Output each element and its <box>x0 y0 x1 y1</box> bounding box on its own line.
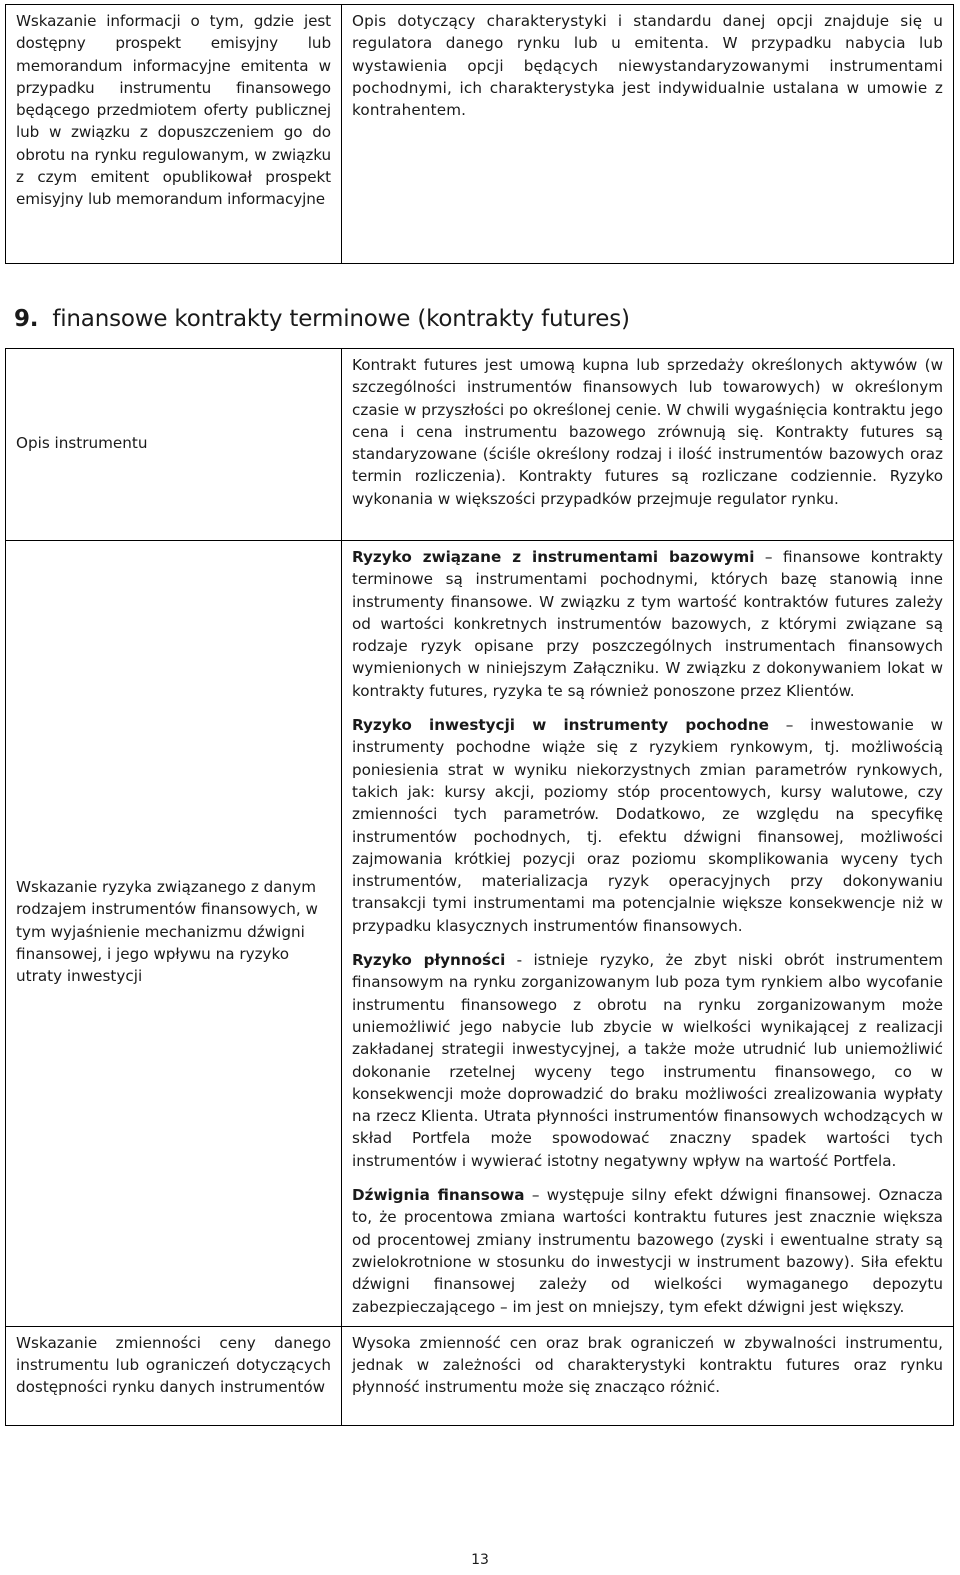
price-volatility-label: Wskazanie zmienności ceny danego instrumentu lub ograniczeń dotyczących dostępności rynku danych instrumentów <box>6 1326 342 1425</box>
prospectus-answer-cell: Opis dotyczący charakterystyki i standardu danej opcji znajduje się u regulatora danego rynku lub u emitenta. W przypadku nabycia lub wystawienia opcji będących niewystandaryzowanymi instrumentami pochodnymi, ich charakterystyka jest indywidualnie ustalana w umowie z kontrahentem. <box>342 5 954 264</box>
section-number: 9. <box>14 306 39 332</box>
instrument-description-label: Opis instrumentu <box>6 349 342 541</box>
section-heading <box>14 306 630 332</box>
table-row <box>6 349 954 541</box>
risk-title: Dźwignia finansowa <box>352 1186 525 1205</box>
risk-text: – występuje silny efekt dźwigni finansowej. Oznacza to, że procentowa zmiana wartości kontraktu futures jest znacznie większa od procentowej zmiany instrumentu bazowego (zyski i ewentualne straty są zwielokrotnione w stosunku do inwestycji w instrument bazowy). Siła efektu dźwigni finansowej zależy od wielkości wymaganego depozytu zabezpieczającego – im jest on mniejszy, tym efekt dźwigni jest większy. <box>352 1186 943 1316</box>
futures-info-table <box>5 348 954 1426</box>
table-row <box>6 541 954 1327</box>
risk-label: Wskazanie ryzyka związanego z danym rodzajem instrumentów finansowych, w tym wyjaśnienie mechanizmu dźwigni finansowej, i jego wpływu na ryzyko utraty inwestycji <box>6 541 342 1327</box>
risk-title: Ryzyko inwestycji w instrumenty pochodne <box>352 716 769 735</box>
risk-paragraph-underlying <box>352 546 943 702</box>
risk-text: – finansowe kontrakty terminowe są instrumentami pochodnymi, których bazę stanowią inne instrumenty finansowe. W związku z tym wartość kontraktów futures zależy od wartości konkretnych instrumentów bazowych, z którymi związane są rodzaje ryzyk opisane przy poszczególnych instrumentach finansowych wymienionych w niniejszym Załączniku. W związku z dokonywaniem lokat w kontrakty futures, ryzyka te są również ponoszone przez Klientów. <box>352 548 944 700</box>
risk-paragraph-leverage <box>352 1184 943 1318</box>
prospectus-question-cell: Wskazanie informacji o tym, gdzie jest dostępny prospekt emisyjny lub memorandum informacyjne emitenta w przypadku instrumentu finansowego będącego przedmiotem oferty publicznej lub w związku z dopuszczeniem go do obrotu na rynku regulowanym, w związku z czym emitent opublikował prospekt emisyjny lub memorandum informacyjne <box>6 5 342 264</box>
risk-paragraph-liquidity <box>352 949 943 1172</box>
risk-text: – inwestowanie w instrumenty pochodne wiąże się z ryzykiem rynkowym, tj. możliwością poniesienia strat w wyniku niekorzystnych zmian parametrów rynkowych, takich jak: kursy akcji, poziomy stóp procentowych, kursy walutowe, czy zmienności tych parametrów. Dodatkowo, ze względu na specyfikę instrumentów pochodnych, tj. efektu dźwigni finansowej, możliwości zajmowania krótkiej pozycji oraz poziomu skomplikowania wyceny tych instrumentów, materializacja ryzyk operacyjnych przy dokonywaniu transakcji tymi instrumentami ma potencjalnie większe konsekwencje niż w przypadku klasycznych instrumentów finansowych. <box>352 716 943 935</box>
section-title: finansowe kontrakty terminowe (kontrakty futures) <box>52 306 630 332</box>
table-row <box>6 5 954 264</box>
risk-paragraph-derivatives <box>352 714 943 937</box>
risk-title: Ryzyko związane z instrumentami bazowymi <box>352 548 755 566</box>
instrument-description-text: Kontrakt futures jest umową kupna lub sprzedaży określonych aktywów (w szczególności instrumentów finansowych lub towarowych) w określonym czasie w przyszłości po określonej cenie. W chwili wygaśnięcia kontraktu jego cena i cena instrumentu bazowego zrównują się. Kontrakty futures są standaryzowane (ściśle określony rodzaj i ilość instrumentów bazowych oraz termin rozliczenia). Kontrakty futures są rozliczane codziennie. Ryzyko wykonania w większości przypadków przejmuje regulator rynku. <box>342 349 954 541</box>
page-number: 13 <box>471 1552 489 1568</box>
price-volatility-text: Wysoka zmienność cen oraz brak ograniczeń w zbywalności instrumentu, jednak w zależności od charakterystyki kontraktu futures oraz rynku płynność instrumentu może się znacząco różnić. <box>342 1326 954 1425</box>
risk-description <box>342 541 954 1327</box>
table-row <box>6 1326 954 1425</box>
risk-text: - istnieje ryzyko, że zbyt niski obrót instrumentem finansowym na rynku zorganizowanym lub poza tym rynkiem albo wycofanie instrumentu finansowego z obrotu na rynku zorganizowanym może uniemożliwić jego nabycie lub zbycie w wielkości wynikającej z realizacji zakładanej strategii inwestycyjnej, a także może utrudnić lub uniemożliwić dokonanie rzetelnej wyceny tego instrumentu finansowego, co w konsekwencji może doprowadzić do braku możliwości zrealizowania wypłaty na rzecz Klienta. Utrata płynności instrumentów finansowych wchodzących w skład Portfela może spowodować znaczny spadek wartości tych instrumentów i wywierać istotny negatywny wpływ na wartość Portfela. <box>352 951 944 1170</box>
risk-title: Ryzyko płynności <box>352 951 506 970</box>
prospectus-info-table <box>5 4 954 264</box>
